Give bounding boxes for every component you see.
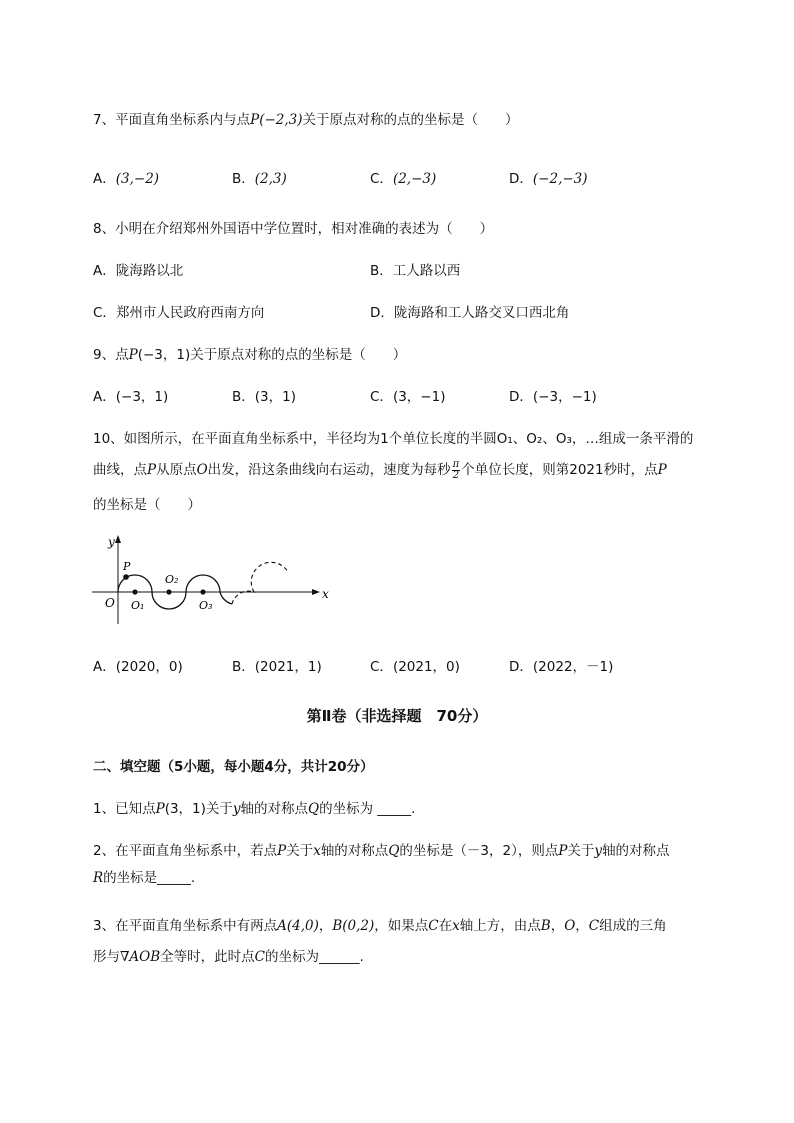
q10-option-a: A．(2020，0) bbox=[93, 659, 183, 675]
part2-title: 第Ⅱ卷（非选择题 70分） bbox=[306, 707, 488, 725]
q10-option-d: D．(2022，－1) bbox=[509, 659, 614, 675]
q10-option-b: B．(2021，1) bbox=[232, 659, 322, 675]
q8-option-c: C．郑州市人民政府西南方向 bbox=[93, 305, 265, 321]
q10-stem-line3: 的坐标是（ ） bbox=[93, 497, 201, 513]
pi-over-2-fraction: $\frac{\pi}{2}$ bbox=[452, 458, 460, 481]
q9-option-b: B．(3，1) bbox=[232, 389, 296, 405]
q8-option-d: D．陇海路和工人路交叉口西北角 bbox=[370, 305, 570, 321]
point-o3-dot bbox=[200, 589, 205, 594]
fill-question-1: 1、已知点P(3，1)关于y轴的对称点Q的坐标为 _____. bbox=[93, 801, 416, 817]
q9-option-a: A．(−3，1) bbox=[93, 389, 169, 405]
q10-stem-line1: 10、如图所示，在平面直角坐标系中，半径均为1个单位长度的半圆O₁、O₂、O₃，…组成一条平滑的 bbox=[93, 431, 694, 447]
q7-option-b: B．(2,3) bbox=[232, 171, 287, 187]
y-axis-arrow bbox=[115, 535, 121, 543]
q9-option-d: D．(−3，−1) bbox=[509, 389, 597, 405]
y-axis-label: y bbox=[108, 535, 115, 549]
x-axis-arrow bbox=[312, 589, 320, 595]
q7-option-d: D．(−2,−3) bbox=[509, 171, 588, 187]
point-o1-label: O₁ bbox=[131, 599, 145, 612]
q8-option-b: B．工人路以西 bbox=[370, 263, 461, 279]
q8-option-a: A．陇海路以北 bbox=[93, 263, 184, 279]
fill-question-3-line2: 形与∇AOB全等时，此时点C的坐标为______. bbox=[93, 949, 364, 965]
point-p-dot bbox=[123, 574, 129, 580]
x-axis-label: x bbox=[322, 587, 329, 601]
section-heading: 二、填空题（5小题，每小题4分，共计20分） bbox=[93, 759, 374, 775]
point-o2-dot bbox=[166, 589, 171, 594]
dashed-continuation bbox=[232, 562, 288, 604]
fill-question-2-line2: R的坐标是_____. bbox=[93, 870, 196, 886]
q7-option-a: A．(3,−2) bbox=[93, 171, 160, 187]
point-o1-dot bbox=[132, 589, 137, 594]
q8-stem: 8、小明在介绍郑州外国语中学位置时，相对准确的表述为（ ） bbox=[93, 221, 494, 237]
origin-label: O bbox=[105, 596, 115, 610]
q7-stem: 7、平面直角坐标系内与点P(−2,3)关于原点对称的点的坐标是（ ） bbox=[93, 112, 519, 128]
q10-option-c: C．(2021，0) bbox=[370, 659, 460, 675]
point-o3-label: O₃ bbox=[199, 599, 213, 612]
q10-stem-line2: 曲线，点P从原点O出发，沿这条曲线向右运动，速度为每秒 $\frac{\pi}{2}$ 个单位长度，则第2021秒时，点P bbox=[93, 458, 667, 481]
q9-option-c: C．(3，−1) bbox=[370, 389, 446, 405]
semicircle-curve-figure bbox=[88, 530, 338, 630]
point-p-label: P bbox=[123, 560, 131, 573]
q7-option-c: C．(2,−3) bbox=[370, 171, 437, 187]
point-o2-label: O₂ bbox=[165, 573, 179, 586]
q9-stem: 9、点P(−3，1)关于原点对称的点的坐标是（ ） bbox=[93, 347, 407, 363]
fill-question-2-line1: 2、在平面直角坐标系中，若点P关于x轴的对称点Q的坐标是（－3，2），则点P关于y轴的对称点 bbox=[93, 843, 670, 859]
fill-question-3-line1: 3、在平面直角坐标系中有两点A(4,0)，B(0,2)，如果点C在x轴上方，由点B，O，C组成的三角 bbox=[93, 918, 667, 934]
